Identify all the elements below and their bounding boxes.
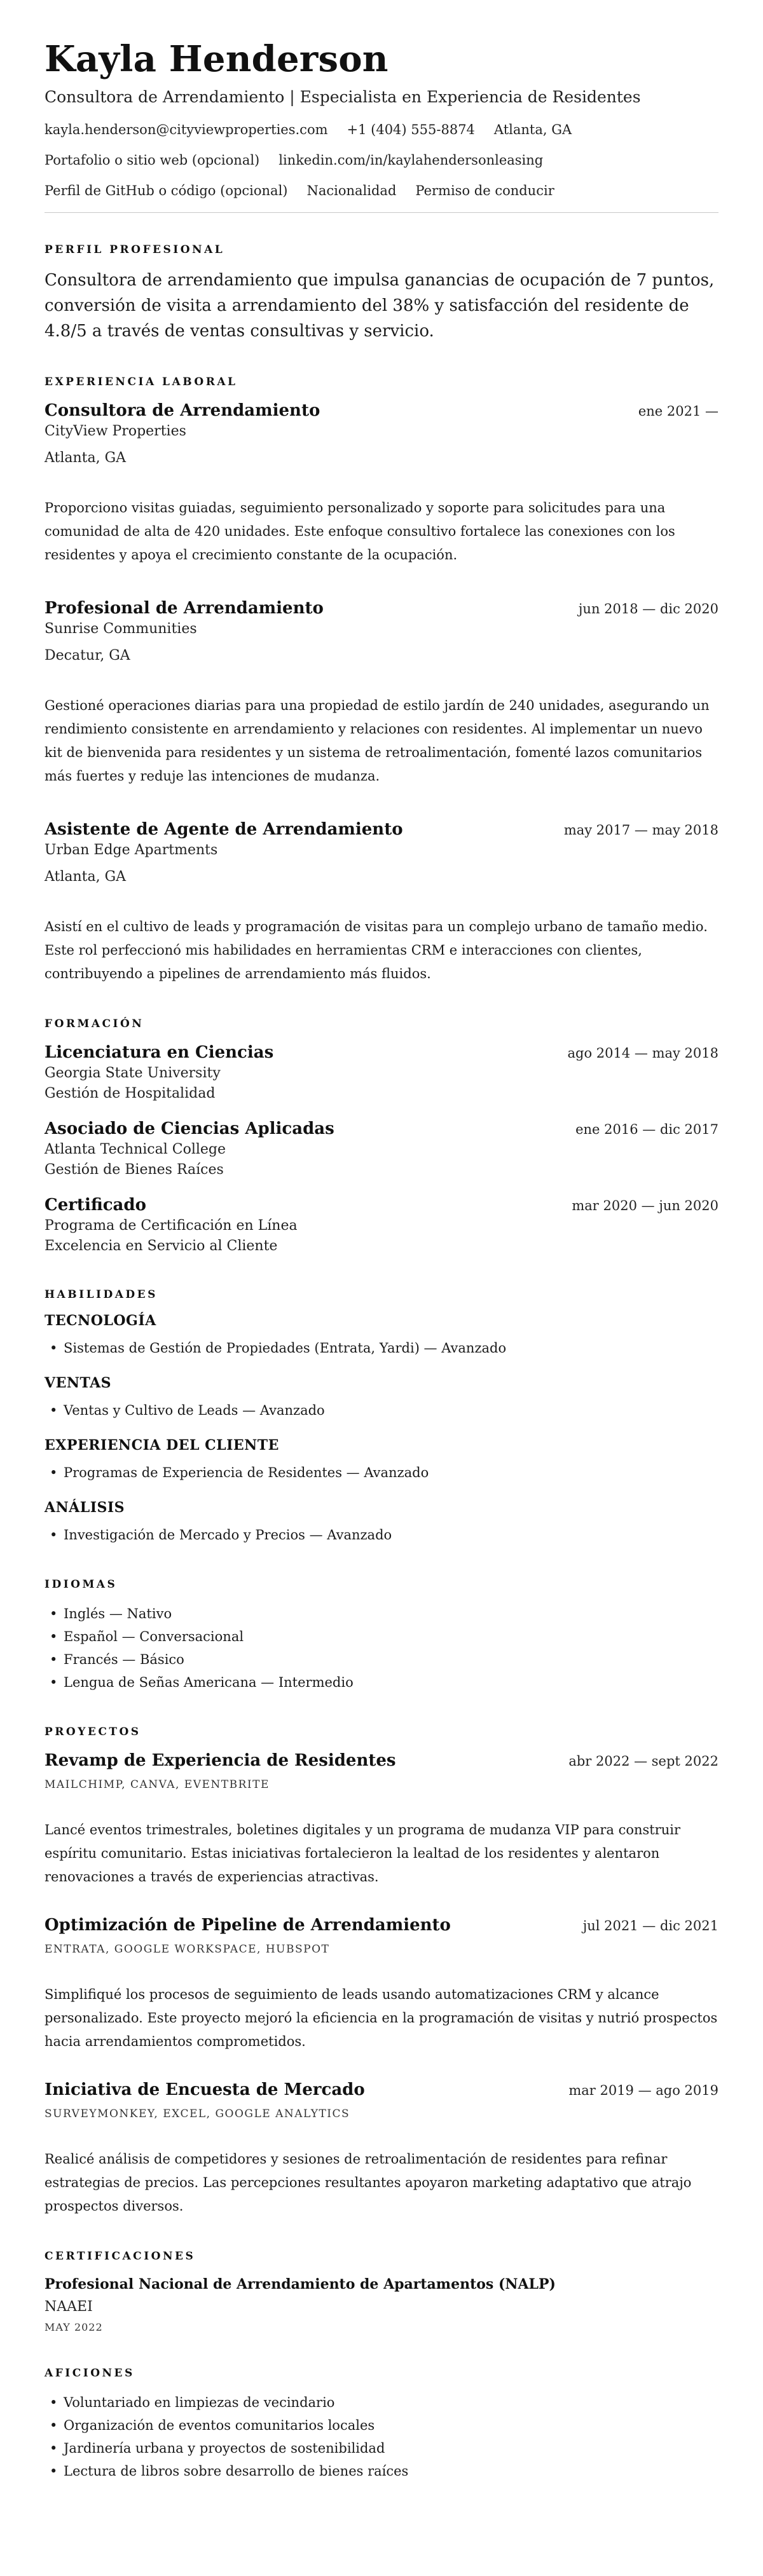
project-entry (45, 1750, 718, 1889)
project-tech: SURVEYMONKEY, EXCEL, GOOGLE ANALYTICS (45, 2108, 350, 2120)
certification-date: MAY 2022 (45, 2321, 103, 2333)
language-item: • Español — Conversacional (45, 1625, 718, 1648)
hobbies-section (45, 2367, 718, 2483)
school-name: Programa de Certificación en Línea (45, 1218, 298, 1234)
job-date: ene 2021 — (638, 404, 718, 419)
nationality-text: Nacionalidad (306, 183, 397, 198)
hobby-list (45, 2391, 718, 2483)
hobby-item: • Jardinería urbana y proyectos de sostenibilidad (45, 2437, 718, 2460)
education-date: mar 2020 — jun 2020 (572, 1198, 718, 1213)
hobby-item: • Organización de eventos comunitarios locales (45, 2414, 718, 2437)
experience-entry (45, 597, 718, 788)
entry-header (45, 1042, 718, 1063)
section-title: CERTIFICACIONES (45, 2250, 196, 2263)
skill-category: EXPERIENCIA DEL CLIENTE (45, 1437, 279, 1454)
experience-entry (45, 819, 718, 986)
skill-list (45, 1461, 718, 1484)
entry-header (45, 1750, 718, 1771)
experience-section (45, 376, 718, 986)
skill-list (45, 1523, 718, 1546)
skill-group (45, 1499, 718, 1546)
profile-section (45, 243, 718, 344)
job-location: Atlanta, GA (45, 450, 127, 466)
skill-group (45, 1437, 718, 1484)
entry-header (45, 400, 718, 421)
section-title: FORMACIÓN (45, 1018, 144, 1030)
contact-info (45, 121, 718, 200)
company-name: Sunrise Communities (45, 621, 197, 637)
github-text: Perfil de GitHub o código (opcional) (45, 183, 288, 198)
language-list (45, 1602, 718, 1694)
section-title: EXPERIENCIA LABORAL (45, 376, 238, 388)
language-item: • Lengua de Señas Americana — Intermedio (45, 1671, 718, 1694)
candidate-name: Kayla Henderson (45, 38, 388, 80)
linkedin-text: linkedin.com/in/kaylahendersonleasing (278, 153, 544, 168)
job-date: may 2017 — may 2018 (563, 822, 718, 838)
skill-item: • Sistemas de Gestión de Propiedades (Entrata, Yardi) — Avanzado (45, 1337, 718, 1360)
entry-header (45, 1194, 718, 1216)
field-of-study: Gestión de Hospitalidad (45, 1086, 216, 1101)
project-entry (45, 1914, 718, 2054)
job-description: Gestioné operaciones diarias para una propiedad de estilo jardín de 240 unidades, asegurando un rendimiento consistente en arrendamiento y relaciones con residentes. Al implementar un nuevo kit de bienvenida para residentes y un sistema de retroalimentación, fomenté lazos comunitarios más fuertes y reduje las intenciones de mudanza. (45, 698, 710, 784)
experience-entry (45, 400, 718, 567)
company-name: CityView Properties (45, 423, 186, 439)
skills-section (45, 1288, 718, 1546)
section-title: PERFIL PROFESIONAL (45, 243, 225, 256)
skill-item: • Investigación de Mercado y Precios — Avanzado (45, 1523, 718, 1546)
job-description: Proporciono visitas guiadas, seguimiento personalizado y soporte para solicitudes para una comunidad de alta de 420 unidades. Este enfoque consultivo fortalece las conexiones con los residentes y apoya el crecimiento constante de la ocupación. (45, 500, 675, 562)
skill-group (45, 1312, 718, 1360)
skill-category: TECNOLOGÍA (45, 1312, 156, 1329)
project-date: mar 2019 — ago 2019 (568, 2083, 718, 2098)
project-entry (45, 2079, 718, 2218)
contact-row (45, 151, 718, 169)
phone-text: +1 (404) 555-8874 (347, 122, 475, 137)
project-tech: MAILCHIMP, CANVA, EVENTBRITE (45, 1778, 270, 1791)
projects-section (45, 1726, 718, 2218)
job-description: Asistí en el cultivo de leads y programación de visitas para un complejo urbano de tamaño medio. Este rol perfeccionó mis habilidades en herramientas CRM e interacciones con clientes, contribuyendo a pipelines de arrendamiento más fluidos. (45, 919, 708, 981)
project-date: abr 2022 — sept 2022 (568, 1754, 718, 1769)
degree-title: Licenciatura en Ciencias (45, 1043, 274, 1062)
skill-item: • Programas de Experiencia de Residentes — Avanzado (45, 1461, 718, 1484)
resume-header (45, 37, 718, 200)
certification-entry (45, 2274, 718, 2335)
certifications-section (45, 2250, 718, 2335)
email-text: kayla.henderson@cityviewproperties.com (45, 122, 328, 137)
project-date: jul 2021 — dic 2021 (582, 1918, 718, 1933)
hobby-item: • Voluntariado en limpiezas de vecindario (45, 2391, 718, 2414)
project-description: Simplifiqué los procesos de seguimiento de leads usando automatizaciones CRM y alcance personalizado. Este proyecto mejoró la eficiencia en la programación de visitas y nutrió prospectos hacia arrendamientos comprometidos. (45, 1987, 718, 2049)
project-description: Realicé análisis de competidores y sesiones de retroalimentación de residentes para refinar estrategias de precios. Las percepciones resultantes apoyaron marketing adaptativo que atrajo prospectos diversos. (45, 2151, 692, 2214)
profile-summary: Consultora de arrendamiento que impulsa ganancias de ocupación de 7 puntos, conversión de visita a arrendamiento del 38% y satisfacción del residente de 4.8/5 a través de ventas consultivas y servicio. (45, 271, 715, 341)
field-of-study: Excelencia en Servicio al Cliente (45, 1238, 278, 1254)
skill-category: VENTAS (45, 1375, 112, 1391)
languages-section (45, 1578, 718, 1694)
certification-issuer: NAAEI (45, 2299, 93, 2315)
language-item: • Inglés — Nativo (45, 1602, 718, 1625)
certification-name: Profesional Nacional de Arrendamiento de Apartamentos (NALP) (45, 2276, 556, 2293)
candidate-headline: Consultora de Arrendamiento | Especialista en Experiencia de Residentes (45, 88, 641, 106)
project-tech: ENTRATA, GOOGLE WORKSPACE, HUBSPOT (45, 1943, 330, 1956)
skill-list (45, 1337, 718, 1360)
project-name: Revamp de Experiencia de Residentes (45, 1751, 396, 1770)
school-name: Georgia State University (45, 1065, 221, 1081)
language-item: • Francés — Básico (45, 1648, 718, 1671)
location-text: Atlanta, GA (493, 122, 572, 137)
degree-title: Asociado de Ciencias Aplicadas (45, 1119, 334, 1138)
school-name: Atlanta Technical College (45, 1141, 226, 1157)
job-title: Asistente de Agente de Arrendamiento (45, 820, 403, 839)
entry-header (45, 1118, 718, 1140)
company-name: Urban Edge Apartments (45, 842, 218, 858)
field-of-study: Gestión de Bienes Raíces (45, 1162, 224, 1178)
section-title: HABILIDADES (45, 1288, 158, 1301)
project-name: Iniciativa de Encuesta de Mercado (45, 2080, 365, 2099)
education-date: ene 2016 — dic 2017 (575, 1122, 718, 1137)
skill-item: • Ventas y Cultivo de Leads — Avanzado (45, 1399, 718, 1422)
section-title: IDIOMAS (45, 1578, 118, 1591)
contact-row (45, 121, 718, 139)
entry-header (45, 2079, 718, 2101)
header-divider (45, 212, 718, 213)
entry-header (45, 1914, 718, 1936)
skill-group (45, 1375, 718, 1422)
project-description: Lancé eventos trimestrales, boletines digitales y un programa de mudanza VIP para construir espíritu comunitario. Estas iniciativas fortalecieron la lealtad de los residentes y alentaron renovaciones a través de experiencias atractivas. (45, 1822, 681, 1884)
education-entry (45, 1118, 718, 1180)
education-entry (45, 1042, 718, 1104)
job-title: Consultora de Arrendamiento (45, 401, 320, 420)
skill-category: ANÁLISIS (45, 1499, 125, 1516)
degree-title: Certificado (45, 1196, 146, 1215)
entry-header (45, 597, 718, 619)
education-date: ago 2014 — may 2018 (567, 1046, 718, 1061)
job-location: Atlanta, GA (45, 869, 127, 885)
job-date: jun 2018 — dic 2020 (578, 601, 718, 617)
project-name: Optimización de Pipeline de Arrendamiento (45, 1916, 451, 1935)
section-title: AFICIONES (45, 2367, 135, 2380)
section-title: PROYECTOS (45, 1726, 141, 1738)
job-location: Decatur, GA (45, 648, 130, 664)
skill-list (45, 1399, 718, 1422)
entry-header (45, 819, 718, 840)
portfolio-text: Portafolio o sitio web (opcional) (45, 153, 260, 168)
contact-row (45, 182, 718, 200)
hobby-item: • Lectura de libros sobre desarrollo de bienes raíces (45, 2460, 718, 2483)
education-section (45, 1018, 718, 1257)
education-entry (45, 1194, 718, 1257)
driving-license-text: Permiso de conducir (415, 183, 554, 198)
job-title: Profesional de Arrendamiento (45, 599, 324, 618)
